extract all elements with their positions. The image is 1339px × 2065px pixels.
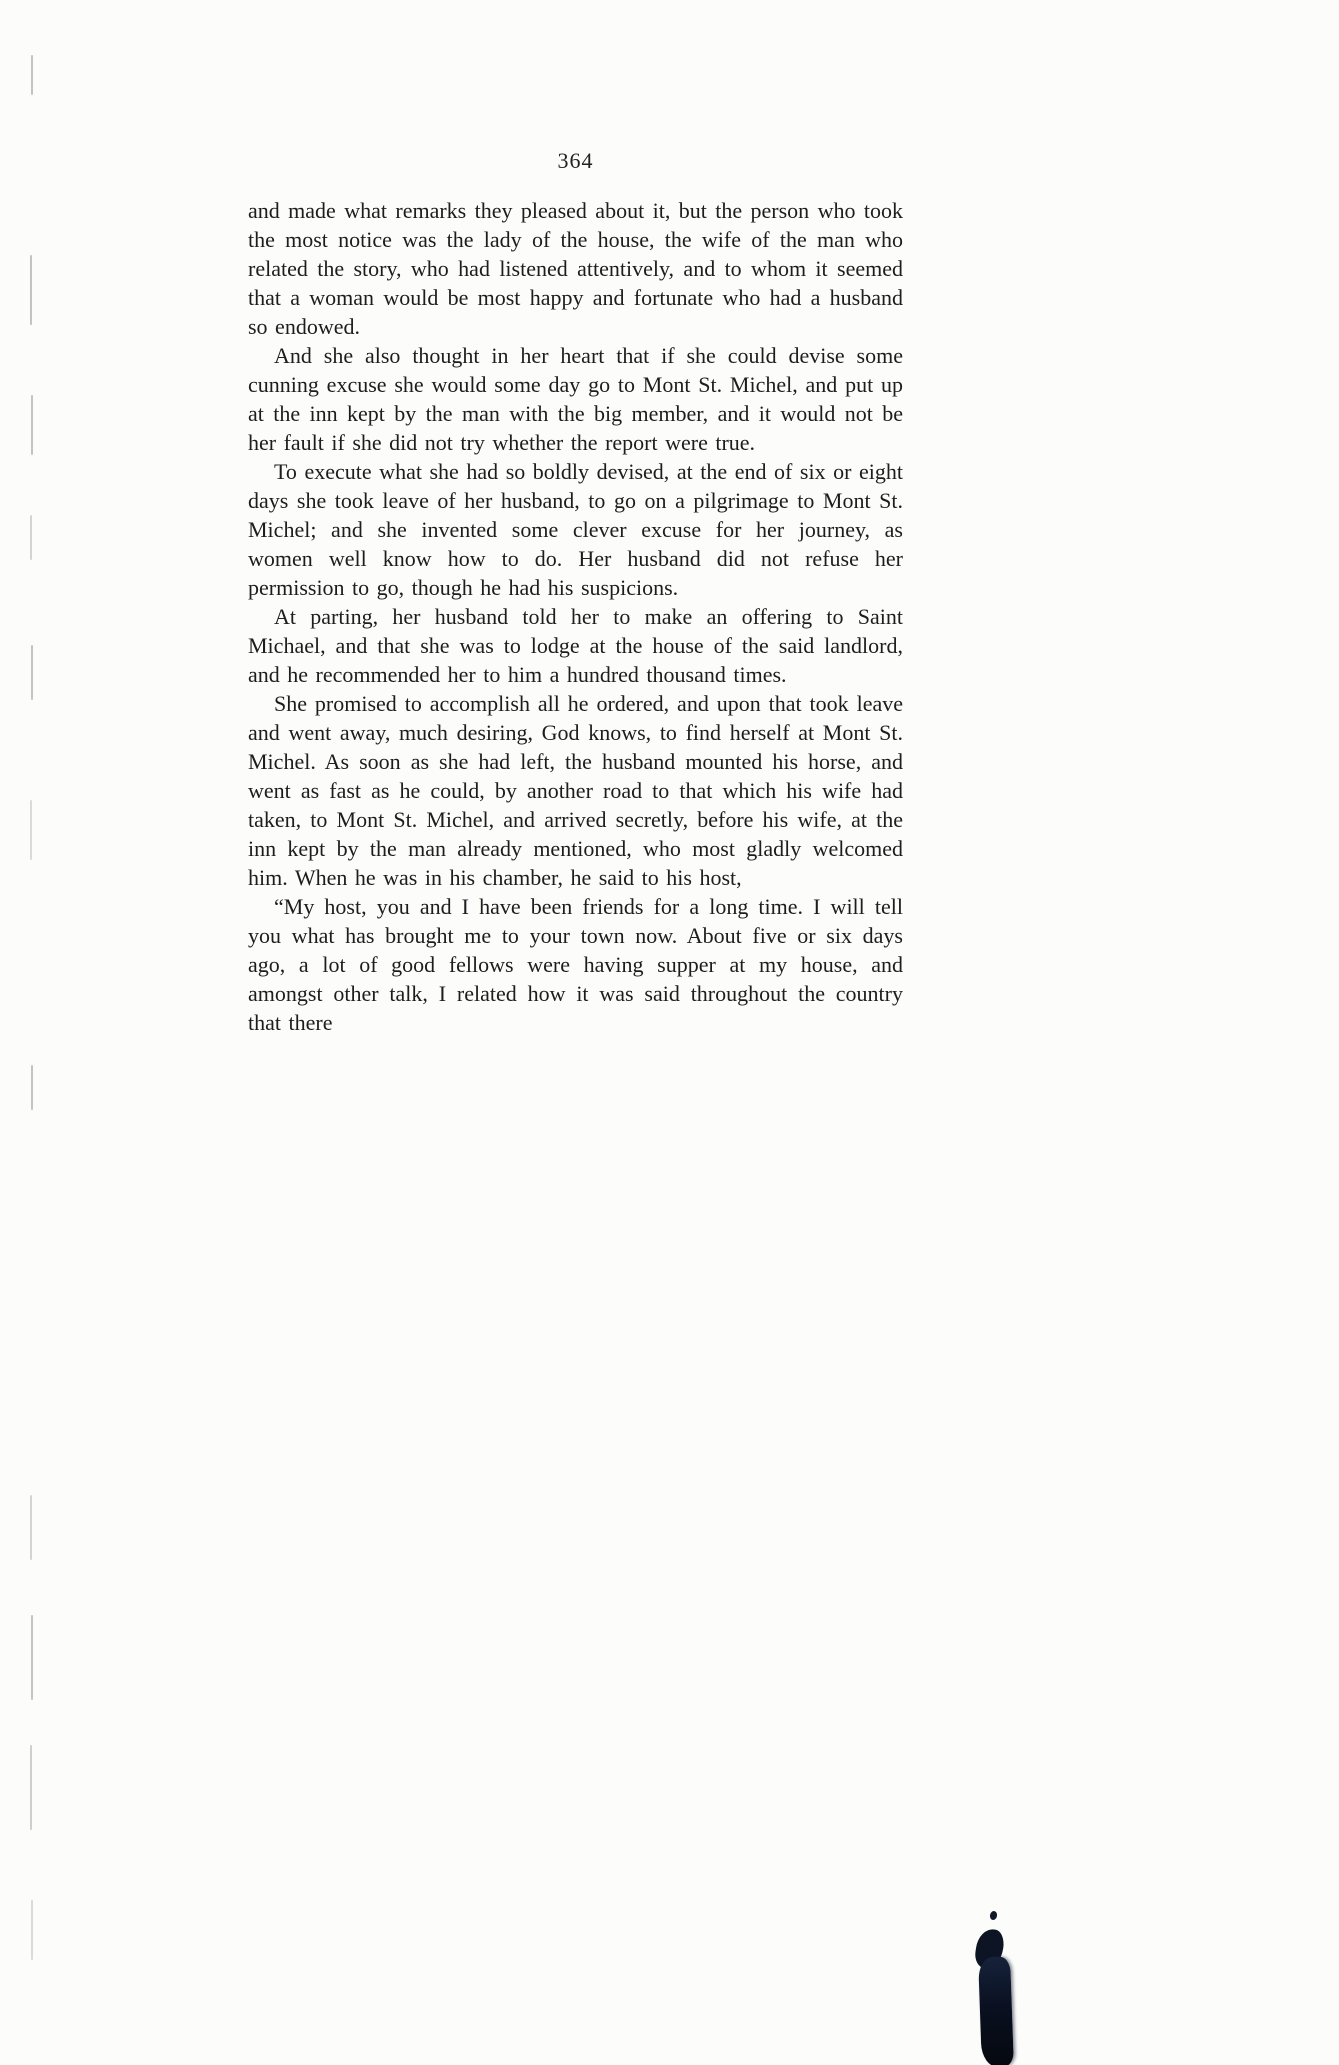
scan-edge-mark bbox=[30, 1495, 32, 1560]
scan-edge-mark bbox=[30, 515, 32, 560]
ink-blob-main bbox=[978, 1956, 1014, 2065]
paragraph: And she also thought in her heart that if she could devise some cunning excuse she would some day go to Mont St. Michel, and put up at the inn kept by the man with the big member, and it would not be her fault if she did not try whether the report were true. bbox=[248, 343, 903, 455]
paragraph: and made what remarks they pleased about it, but the person who took the most notice was the lady of the house, the wife of the man who related the story, who had listened attentively, and to whom it seemed that a woman would be most happy and fortunate who had a husband so endowed. bbox=[248, 198, 903, 339]
scan-edge-mark bbox=[31, 1900, 33, 1960]
scan-edge-mark bbox=[31, 55, 33, 95]
page-number: 364 bbox=[557, 148, 594, 173]
paragraph: She promised to accomplish all he ordered, and upon that took leave and went away, much desiring, God knows, to find herself at Mont St. Michel. As soon as she had left, the husband mounted his horse, and went as fast as he could, by another road to that which his wife had taken, to Mont St. Michel, and arrived secretly, before his wife, at the inn kept by the man already mentioned, who most gladly welcomed him. When he was in his chamber, he said to his host, bbox=[248, 691, 903, 890]
scan-edge-mark bbox=[31, 395, 33, 455]
paragraph: At parting, her husband told her to make an offering to Saint Michael, and that she was to lodge at the house of the said landlord, and he recommended her to him a hundred thousand times. bbox=[248, 604, 903, 687]
scan-edge-mark bbox=[31, 645, 33, 700]
paragraph: “My host, you and I have been friends for a long time. I will tell you what has brought me to your town now. About five or six days ago, a lot of good fellows were having supper at my house, and amongst other talk, I related how it was said throughout the country that there bbox=[248, 894, 903, 1035]
scan-edge-mark bbox=[31, 1615, 33, 1700]
scan-edge-mark bbox=[30, 255, 32, 325]
scan-edge-mark bbox=[31, 1065, 33, 1110]
scan-edge-mark bbox=[30, 800, 32, 860]
page-text-block bbox=[248, 196, 903, 1037]
ink-speck bbox=[989, 1910, 998, 1920]
ink-blob-artifact bbox=[968, 1905, 1028, 2065]
scan-edge-mark bbox=[30, 1745, 32, 1830]
paragraph: To execute what she had so boldly devised, at the end of six or eight days she took leave of her husband, to go on a pilgrimage to Mont St. Michel; and she invented some clever excuse for her journey, as women well know how to do. Her husband did not refuse her permission to go, though he had his suspicions. bbox=[248, 459, 903, 600]
